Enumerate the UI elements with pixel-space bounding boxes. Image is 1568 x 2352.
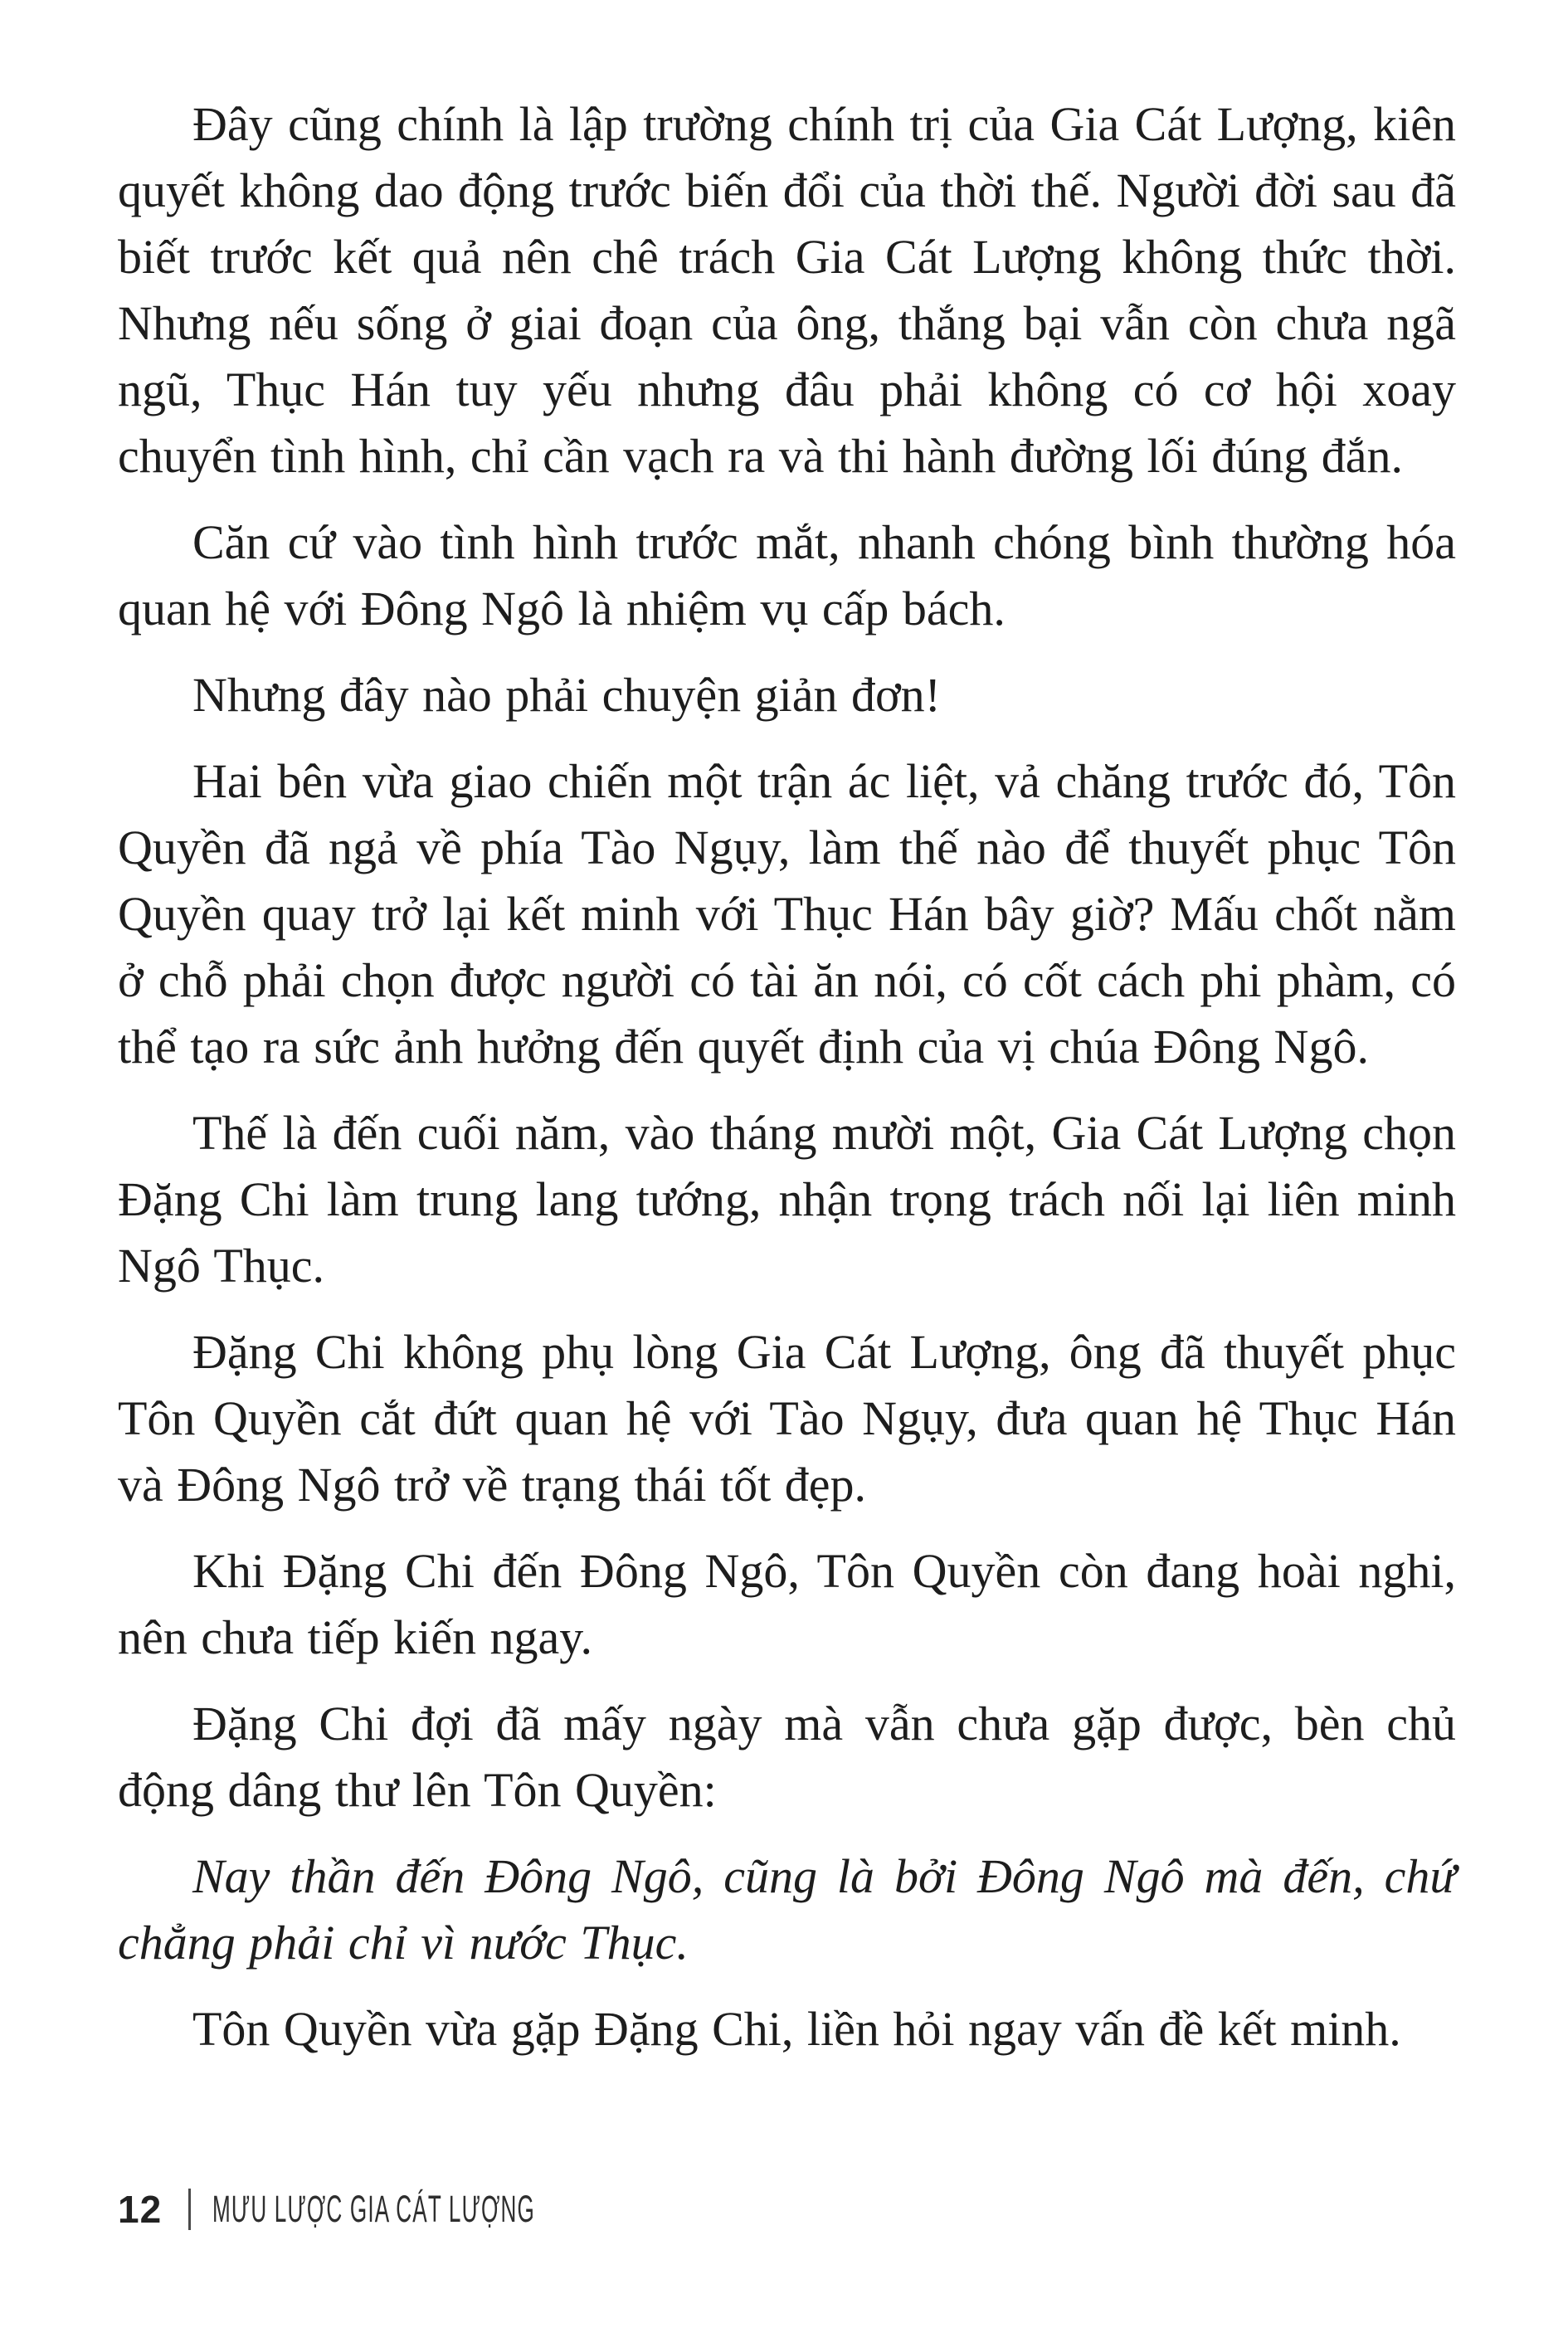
paragraph: Đặng Chi không phụ lòng Gia Cát Lượng, ông đã thuyết phục Tôn Quyền cắt đứt quan hệ với Tào Ngụy, đưa quan hệ Thục Hán và Đông Ngô trở về trạng thái tốt đẹp. xyxy=(118,1325,1456,1512)
paragraph: Thế là đến cuối năm, vào tháng mười một, Gia Cát Lượng chọn Đặng Chi làm trung lang tướng, nhận trọng trách nối lại liên minh Ngô Thục. xyxy=(118,1106,1456,1293)
running-book-title: MƯU LƯỢC GIA CÁT LƯỢNG xyxy=(212,2188,536,2230)
paragraph: Nhưng đây nào phải chuyện giản đơn! xyxy=(192,668,941,722)
quote-paragraph: Nay thần đến Đông Ngô, cũng là bởi Đông Ngô mà đến, chứ chẳng phải chỉ vì nước Thục. xyxy=(118,1849,1456,1970)
page-footer xyxy=(118,2187,769,2232)
paragraph: Hai bên vừa giao chiến một trận ác liệt, vả chăng trước đó, Tôn Quyền đã ngả về phía Tào Ngụy, làm thế nào để thuyết phục Tôn Quyền quay trở lại kết minh với Thục Hán bây giờ? Mấu chốt nằm ở chỗ phải chọn được người có tài ăn nói, có cốt cách phi phàm, có thể tạo ra sức ảnh hưởng đến quyết định của vị chúa Đông Ngô. xyxy=(118,754,1456,1074)
page-number: 12 xyxy=(118,2188,163,2231)
footer-divider xyxy=(188,2189,191,2230)
body-text-block xyxy=(118,91,1456,2082)
paragraph: Đặng Chi đợi đã mấy ngày mà vẫn chưa gặp được, bèn chủ động dâng thư lên Tôn Quyền: xyxy=(118,1697,1456,1817)
paragraph: Khi Đặng Chi đến Đông Ngô, Tôn Quyền còn đang hoài nghi, nên chưa tiếp kiến ngay. xyxy=(118,1544,1456,1664)
paragraph: Căn cứ vào tình hình trước mắt, nhanh chóng bình thường hóa quan hệ với Đông Ngô là nhiệm vụ cấp bách. xyxy=(118,515,1456,635)
paragraph: Tôn Quyền vừa gặp Đặng Chi, liền hỏi ngay vấn đề kết minh. xyxy=(192,2002,1401,2056)
paragraph: Đây cũng chính là lập trường chính trị của Gia Cát Lượng, kiên quyết không dao động trước biến đổi của thời thế. Người đời sau đã biết trước kết quả nên chê trách Gia Cát Lượng không thức thời. Nhưng nếu sống ở giai đoạn của ông, thắng bại vẫn còn chưa ngã ngũ, Thục Hán tuy yếu nhưng đâu phải không có cơ hội xoay chuyển tình hình, chỉ cần vạch ra và thi hành đường lối đúng đắn. xyxy=(118,97,1456,483)
